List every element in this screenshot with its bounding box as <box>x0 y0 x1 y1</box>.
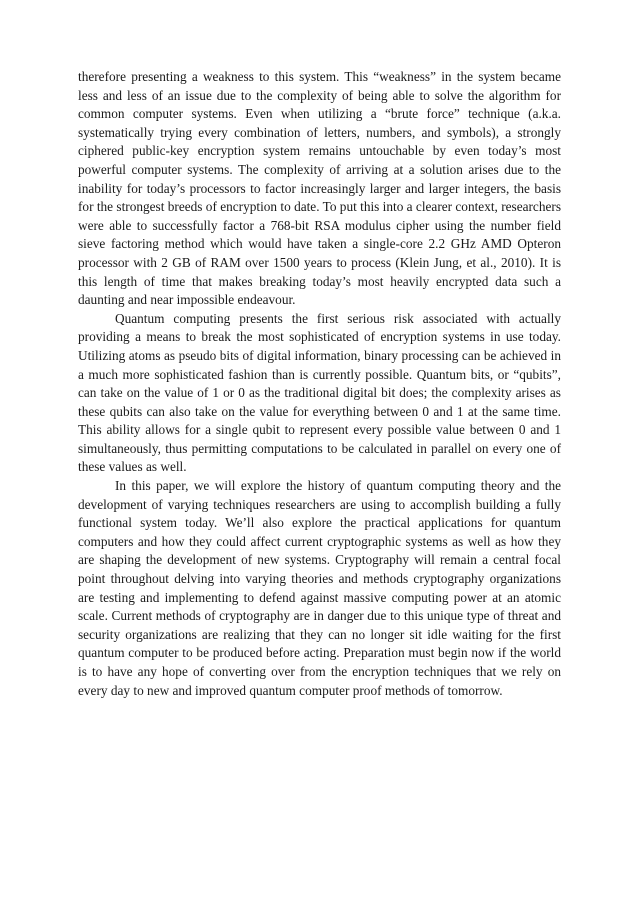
paragraph-continuation: therefore presenting a weakness to this system. This “weakness” in the system became less and less of an issue due to the complexity of being able to solve the algorithm for common computer systems. Even when utilizing a “brute force” technique (a.k.a. systematically trying every combination of letters, numbers, and symbols), a strongly ciphered public-key encryption system remains untouchable by even today’s most powerful computer systems. The complexity of arriving at a solution arises due to the inability for today’s processors to factor increasingly larger and larger integers, the basis for the strongest breeds of encryption to date. To put this into a clearer context, researchers were able to successfully factor a 768-bit RSA modulus cipher using the number field sieve factoring method which would have taken a single-core 2.2 GHz AMD Opteron processor with 2 GB of RAM over 1500 years to process (Klein Jung, et al., 2010). It is this length of time that makes breaking today’s most heavily encrypted data such a daunting and near impossible endeavour. <box>78 69 561 308</box>
paragraph-quantum-computing: Quantum computing presents the first serious risk associated with actually providing a means to break the most sophisticated of encryption systems in use today. Utilizing atoms as pseudo bits of digital information, binary processing can be achieved in a much more sophisticated fashion than is currently possible. Quantum bits, or “qubits”, can take on the value of 1 or 0 as the traditional digital bit does; the complexity arises as these qubits can also take on the value for everything between 0 and 1 at the same time. This ability allows for a single qubit to represent every possible value between 0 and 1 simultaneously, thus permitting computations to be calculated in parallel on every one of these values as well. <box>78 310 561 475</box>
paragraph-paper-outline: In this paper, we will explore the history of quantum computing theory and the development of varying techniques researchers are using to accomplish building a fully functional system today. We’ll also explore the practical applications for quantum computers and how they could affect current cryptographic systems as well as how they are shaping the development of new systems. Cryptography will remain a central focal point throughout delving into varying theories and methods cryptography organizations are testing and implementing to defend against massive computing power at an atomic scale. Current methods of cryptography are in danger due to this unique type of threat and security organizations are realizing that they can no longer sit idle waiting for the first quantum computer to be produced before acting. Preparation must begin now if the world is to have any hope of converting over from the encryption techniques that we rely on every day to new and improved quantum computer proof methods of tomorrow. <box>78 478 561 698</box>
body-text <box>78 68 561 700</box>
